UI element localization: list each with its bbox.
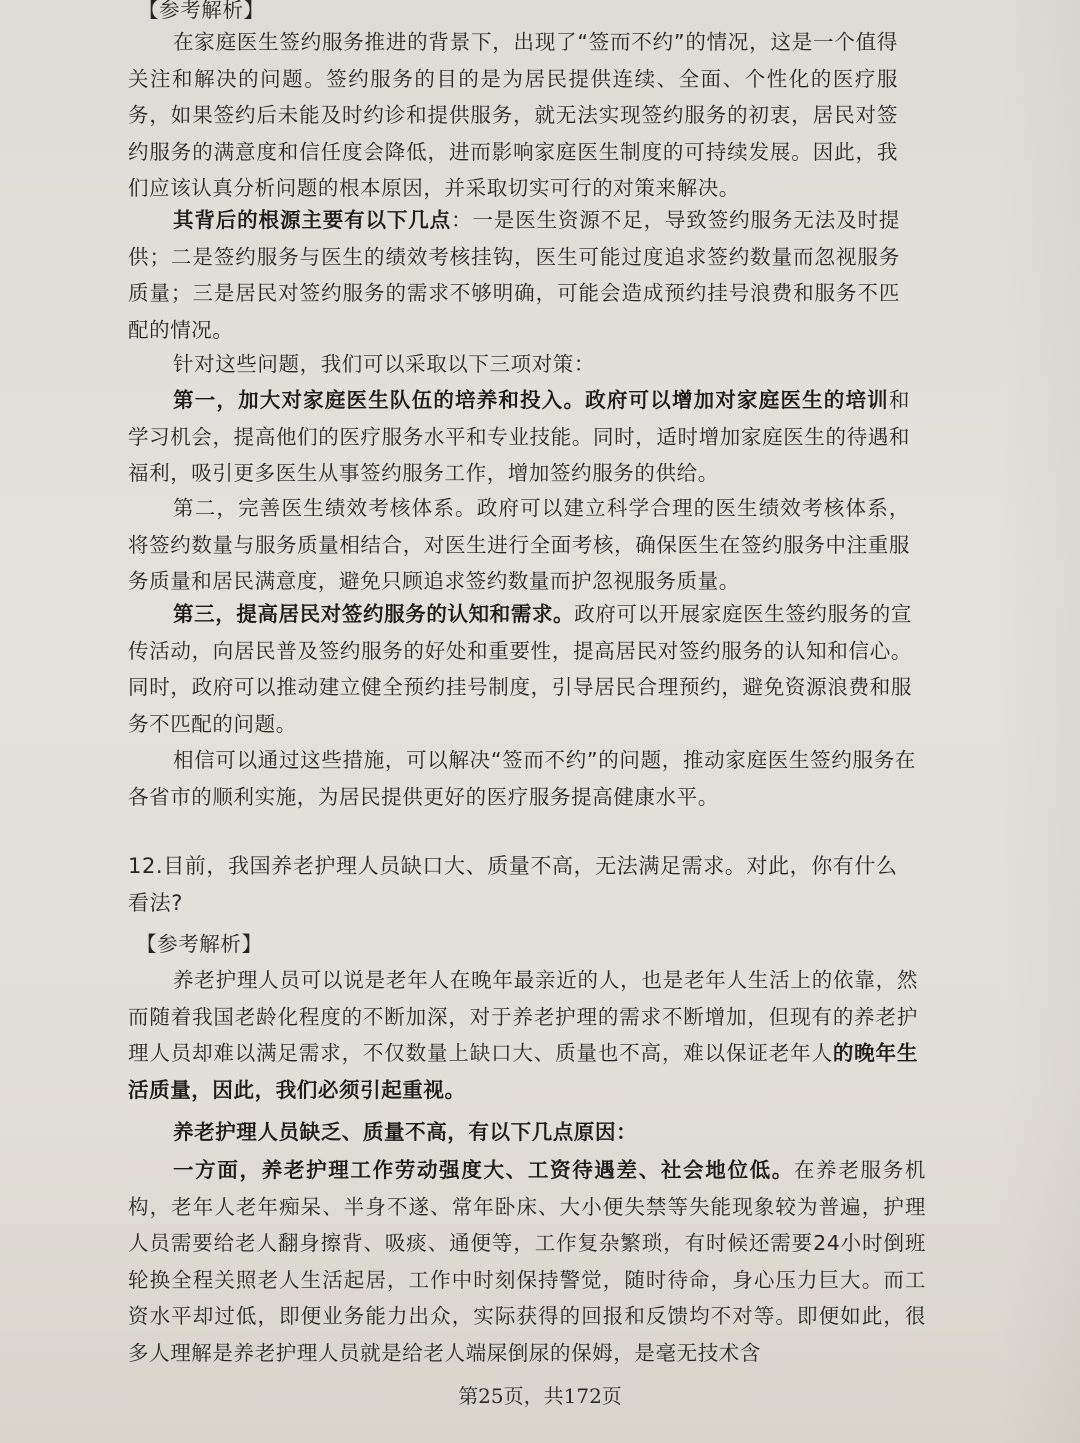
question-12: 12.目前，我国养老护理人员缺口大、质量不高，无法满足需求。对此，你有什么看法? [128, 854, 898, 915]
intro-paragraph: 在家庭医生签约服务推进的背景下，出现了“签而不约”的情况，这是一个值得关注和解决的问题。签约服务的目的是为居民提供连续、全面、个性化的医疗服务，如果签约后未能及时约诊和提供服务，就无法实现签约服务的初衷，居民对签约服务的满意度和信任度会降低，进而影响家庭医生制度的可持续发展。因此，我们应该认真分析问题的根本原因，并采取切实可行的对策来解决。 [128, 30, 898, 200]
root-causes-lead: 其背后的根源主要有以下几点 [173, 208, 452, 232]
page-shadow [1000, 0, 1080, 1443]
measure-one-body: 和学习机会，提高他们的医疗服务水平和专业技能。同时，适时增加家庭医生的待遇和福利，吸引更多医生从事签约服务工作，增加签约服务的供给。 [128, 388, 910, 485]
measure-three-body: 政府可以开展家庭医生签约服务的宣传活动，向居民普及签约服务的好处和重要性，提高居民对签约服务的认知和信心。同时，政府可以推动建立健全预约挂号制度，引导居民合理预约，避免资源浪费和服务不匹配的问题。 [128, 602, 912, 736]
measure-three-lead: 第三，提高居民对签约服务的认知和需求。 [173, 602, 575, 626]
measure-one-lead: 第一，加大对家庭医生队伍的培养和投入。政府可以增加对家庭医生的培训 [173, 388, 889, 412]
elderly-care-intro-emphasis: 的晚年生活质量，因此，我们必须引起重视。 [128, 1041, 918, 1102]
measure-one-paragraph [128, 382, 910, 492]
cause-one-lead: 一方面，养老护理工作劳动强度大、工资待遇差、社会地位低。 [173, 1158, 794, 1182]
measures-intro: 针对这些问题，我们可以采取以下三项对策： [173, 352, 595, 376]
conclusion-paragraph: 相信可以通过这些措施，可以解决“签而不约”的问题，推动家庭医生签约服务在各省市的顺利实施，为居民提供更好的医疗服务提高健康水平。 [128, 748, 916, 809]
root-causes-body: ：一是医生资源不足，导致签约服务无法及时提供；二是签约服务与医生的绩效考核挂钩，医生可能过度追求签约数量而忽视服务质量；三是居民对签约服务的需求不够明确，可能会造成预约挂号浪费和服务不匹配的情况。 [128, 208, 900, 342]
elderly-care-intro-body: 养老护理人员可以说是老年人在晚年最亲近的人，也是老年人生活上的依靠，然而随着我国老龄化程度的不断加深，对于养老护理的需求不断增加，但现有的养老护理人员却难以满足需求，不仅数量上缺口大、质量也不高，难以保证老年人 [128, 968, 918, 1065]
measure-three-paragraph [128, 596, 912, 742]
elderly-care-causes-intro: 养老护理人员缺乏、质量不高，有以下几点原因： [173, 1120, 638, 1144]
elderly-care-intro [128, 962, 918, 1108]
cause-one-body: 在养老服务机构，老年人老年痴呆、半身不遂、常年卧床、大小便失禁等失能现象较为普遍，护理人员需要给老人翻身擦背、吸痰、通便等，工作复杂繁琐，有时候还需要24小时倒班轮换全程关照老人生活起居，工作中时刻保持警觉，随时待命，身心压力巨大。而工资水平却过低，即便业务能力出众，实际获得的回报和反馈均不对等。即便如此，很多人理解是养老护理人员就是给老人端屎倒尿的保姆，是毫无技术含 [128, 1158, 926, 1365]
root-causes-paragraph [128, 202, 900, 348]
elderly-care-cause-one [128, 1152, 926, 1371]
question-12-heading: 【参考解析】 [136, 932, 263, 956]
measure-two-paragraph: 第二，完善医生绩效考核体系。政府可以建立科学合理的医生绩效考核体系，将签约数量与服务质量相结合，对医生进行全面考核，确保医生在签约服务中注重服务质量和居民满意度，避免只顾追求签约数量而护忽视服务质量。 [128, 496, 910, 593]
page-number: 第25页，共172页 [458, 1384, 622, 1408]
section-heading: 【参考解析】 [138, 0, 265, 22]
